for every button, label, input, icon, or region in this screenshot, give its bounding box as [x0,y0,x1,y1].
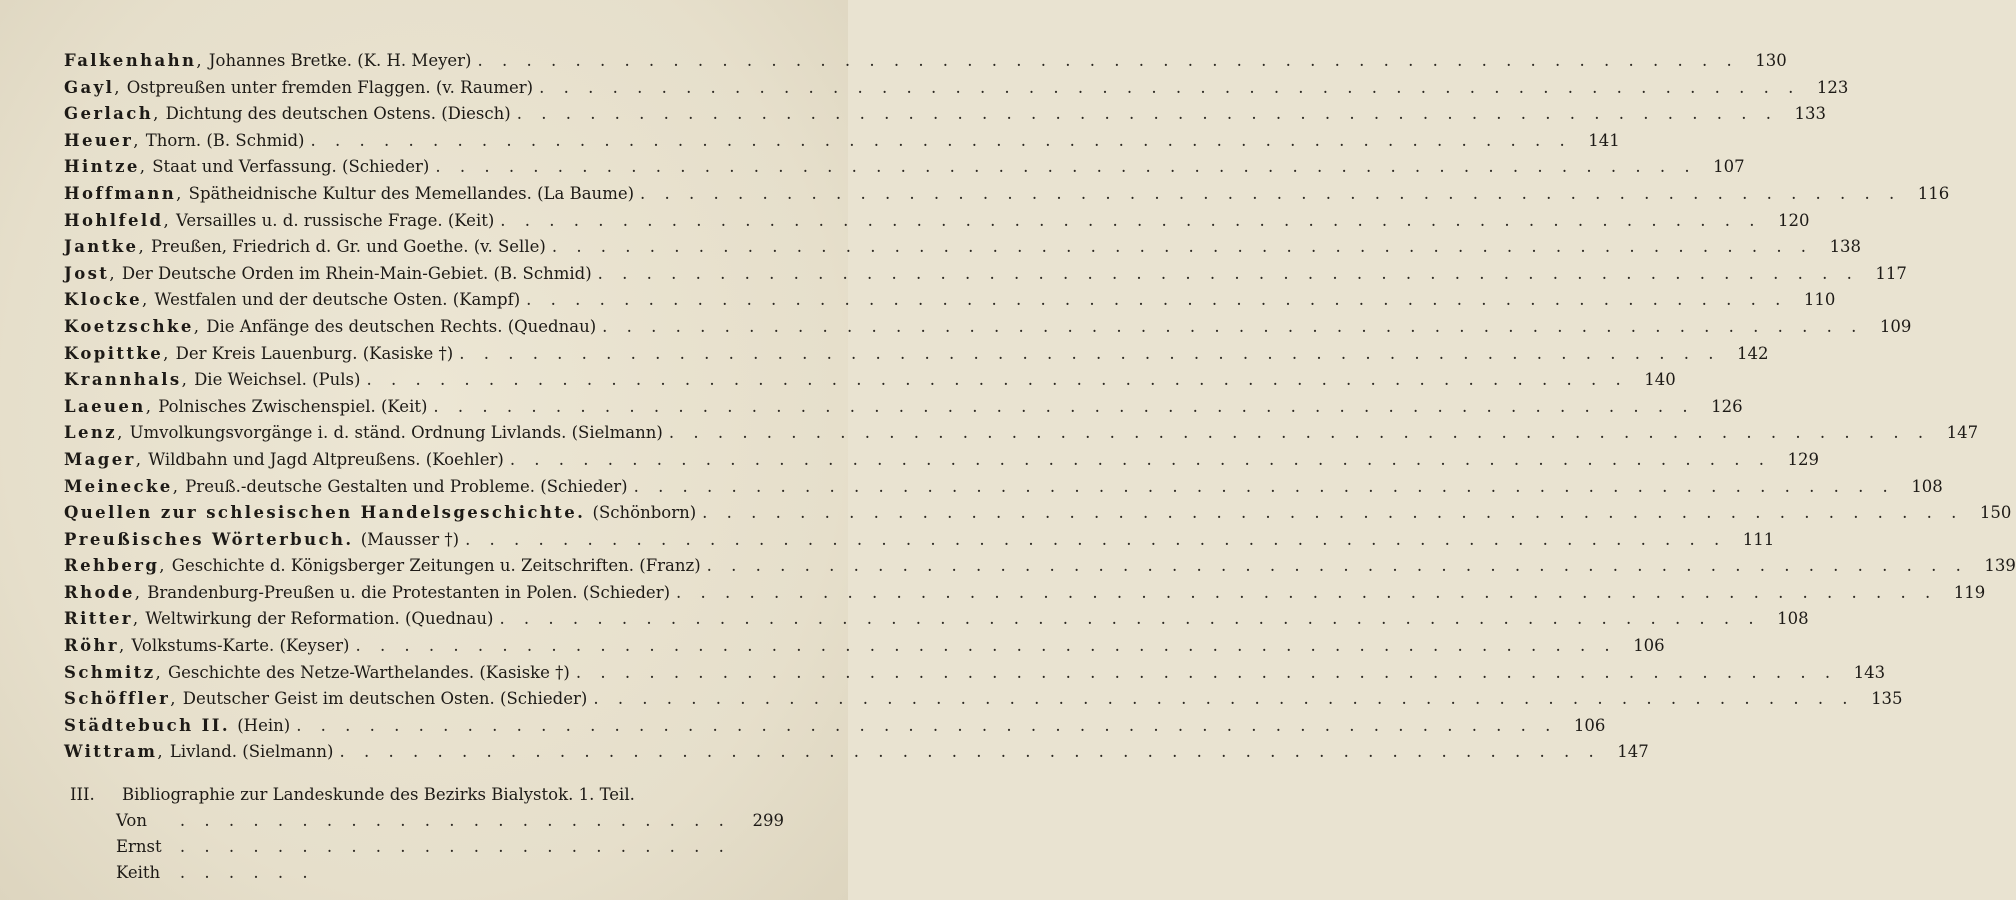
entry-page: 110 [1803,290,1836,310]
dot-leader [593,686,1854,713]
entry-title: Spätheidnische Kultur des Memellandes. (La Baume) [188,183,635,203]
entry-author: Jantke [64,237,139,257]
entry-page: 140 [1644,370,1676,390]
entry-separator: , [117,423,128,443]
entry-author: Laeuen [64,396,146,416]
entry-page: 116 [1917,183,1950,203]
dot-leader [526,287,1787,314]
entry-separator: , [163,210,174,230]
entry-author: Mager [64,449,136,469]
entry-title: Thorn. (B. Schmid) [145,130,305,150]
entry-page: 129 [1787,449,1820,469]
entry-page: 135 [1871,689,1903,709]
entry-title: (Hein) [237,715,291,735]
entry-page: 150 [1979,503,2012,523]
entry-author: Röhr [64,636,120,656]
entry-title: (Schönborn) [592,503,697,523]
entry-title: Der Deutsche Orden im Rhein-Main-Gebiet. (B. Schmid) [121,263,592,283]
entry-title: Umvolkungsvorgänge i. d. ständ. Ordnung Livlands. (Sielmann) [129,423,663,443]
index-entry [64,394,1743,421]
review-index [64,48,2016,766]
section-numeral: III. [70,785,95,804]
entry-separator: , [181,370,193,390]
index-entry [64,48,1787,75]
entry-page: 147 [1946,423,1979,443]
entry-author: Hohlfeld [64,210,164,230]
dot-leader [500,208,1761,235]
index-entry [64,101,1826,128]
entry-title: (Mausser †) [360,529,460,549]
entry-separator: , [176,183,187,203]
entry-author: Rehberg [64,556,160,576]
index-entry [64,261,1907,288]
entry-page: 139 [1984,556,2016,576]
index-entry [64,713,1606,740]
index-entry [64,553,2016,580]
dot-leader [634,474,1895,501]
entry-author: Meinecke [64,476,173,496]
entry-author: Falkenhahn [64,51,197,70]
dot-leader [676,580,1937,607]
entry-page: 143 [1853,662,1886,682]
entry-author: Rhode [64,582,135,602]
index-entry [64,580,1986,607]
dot-leader [180,808,736,886]
dot-leader [598,261,1859,288]
index-entry [64,234,1862,261]
entry-page: 117 [1875,263,1907,283]
entry-author: Kopittke [64,343,164,363]
entry-page: 138 [1829,237,1862,257]
entry-title: Geschichte d. Königsberger Zeitungen u. Zeitschriften. (Franz) [171,556,701,576]
entry-page: 141 [1588,130,1620,150]
entry-separator: , [142,290,153,310]
entry-title: Geschichte des Netze-Warthelandes. (Kasiske †) [167,662,570,682]
entry-page: 119 [1953,582,1986,602]
entry-separator: , [134,582,146,602]
entry-author: Ritter [64,609,133,629]
dot-leader [366,367,1627,394]
index-entry [64,314,1912,341]
entry-title: Ostpreußen unter fremden Flaggen. (v. Raumer) [126,77,534,97]
section-title: Bibliographie zur Landeskunde des Bezirks Bialystok. [122,785,574,804]
dot-leader [702,500,1963,527]
dot-leader [296,713,1557,740]
section-author: Von Ernst Keith [116,811,162,882]
dot-leader [510,447,1771,474]
entry-author: Gerlach [64,104,154,124]
entry-title: Der Kreis Lauenburg. (Kasiske †) [175,343,454,363]
section-bibliography [64,782,784,882]
entry-title: Brandenburg-Preußen u. die Protestanten in Polen. (Schieder) [147,582,671,602]
entry-title: Weltwirkung der Reformation. (Quednau) [145,609,494,629]
entry-author: Jost [64,263,110,283]
section-heading-line [64,782,784,808]
entry-title: Versailles u. d. russische Frage. (Keit) [175,210,495,230]
entry-separator: , [196,51,207,70]
index-entry [64,420,1979,447]
entry-separator: , [193,316,205,336]
entry-separator: , [139,157,151,177]
dot-leader [311,128,1572,155]
entry-author: Hintze [64,157,140,177]
entry-title: Preußen, Friedrich d. Gr. und Goethe. (v. Selle) [150,237,546,257]
entry-page: 106 [1633,636,1665,656]
entry-page: 106 [1573,715,1606,735]
entry-author: Gayl [64,77,115,97]
index-entry [64,75,1849,102]
dot-leader [517,101,1778,128]
entry-separator: , [170,689,181,709]
dot-leader [669,420,1930,447]
entry-separator: , [155,662,166,682]
entry-author: Schmitz [64,662,156,682]
dot-leader [640,181,1901,208]
index-entry [64,606,1809,633]
entry-author: Preußisches Wörterbuch. [64,529,354,549]
entry-separator: , [172,476,184,496]
entry-author: Wittram [64,742,158,762]
index-entry [64,633,1665,660]
index-entry [64,500,2012,527]
index-entry [64,367,1676,394]
entry-separator: , [132,609,144,629]
dot-leader [459,341,1720,368]
dot-leader [465,527,1726,554]
index-entry [64,181,1950,208]
entry-title: Polnisches Zwischenspiel. (Keit) [158,396,428,416]
dot-leader [499,606,1760,633]
entry-author: Schöffler [64,689,171,709]
entry-author: Hoffmann [64,183,177,203]
entry-author: Heuer [64,130,134,150]
entry-separator: , [153,104,164,124]
dot-leader [478,48,1739,75]
index-entry [64,128,1620,155]
entry-title: Die Anfänge des deutschen Rechts. (Quednau) [206,316,597,336]
entry-separator: , [159,556,170,576]
entry-author: Koetzschke [64,316,194,336]
section-page: 299 [752,811,784,830]
dot-leader [433,394,1694,421]
entry-page: 133 [1794,104,1826,124]
section-author-line [64,808,784,882]
entry-author: Krannhals [64,370,182,390]
entry-separator: , [109,263,120,283]
entry-separator: , [135,449,147,469]
entry-page: 108 [1911,476,1943,496]
index-entry [64,287,1836,314]
index-entry [64,474,1943,501]
entry-page: 120 [1778,210,1810,230]
entry-separator: , [133,130,144,150]
entry-separator: , [138,237,149,257]
entry-separator: , [119,636,130,656]
entry-author: Quellen zur schlesischen Handelsgeschichte. [64,503,586,523]
index-entry [64,447,1820,474]
dot-leader [435,154,1696,181]
entry-separator: , [114,77,125,97]
index-entry [64,341,1769,368]
dot-leader [707,553,1968,580]
index-entry [64,739,1649,766]
entry-author: Lenz [64,423,118,443]
dot-leader [552,234,1813,261]
entry-title: Livland. (Sielmann) [169,742,334,762]
index-entry [64,660,1886,687]
entry-page: 108 [1777,609,1809,629]
entry-title: Deutscher Geist im deutschen Osten. (Schieder) [182,689,588,709]
entry-page: 111 [1742,529,1775,549]
dot-leader [539,75,1800,102]
entry-title: Volkstums-Karte. (Keyser) [131,636,350,656]
entry-page: 130 [1755,51,1787,70]
entry-page: 109 [1879,316,1912,336]
entry-title: Die Weichsel. (Puls) [194,370,361,390]
entry-separator: , [145,396,157,416]
index-entry [64,686,1903,713]
entry-author: Städtebuch II. [64,715,230,735]
entry-page: 107 [1713,157,1745,177]
entry-title: Johannes Bretke. (K. H. Meyer) [208,51,472,70]
index-entry [64,527,1775,554]
entry-title: Wildbahn und Jagd Altpreußens. (Koehler) [148,449,504,469]
index-entry [64,208,1810,235]
dot-leader [602,314,1863,341]
entry-page: 123 [1816,77,1849,97]
entry-title: Staat und Verfassung. (Schieder) [152,157,430,177]
entry-page: 142 [1736,343,1769,363]
entry-separator: , [163,343,174,363]
dot-leader [355,633,1616,660]
entry-title: Westfalen und der deutsche Osten. (Kampf) [154,290,521,310]
entry-title: Preuß.-deutsche Gestalten und Probleme. (Schieder) [185,476,628,496]
dot-leader [340,739,1601,766]
dot-leader [576,660,1837,687]
entry-author: Klocke [64,290,142,310]
entry-page: 126 [1711,396,1743,416]
entry-title: Dichtung des deutschen Ostens. (Diesch) [165,104,511,124]
entry-page: 147 [1617,742,1649,762]
index-entry [64,154,1745,181]
entry-separator: , [157,742,168,762]
section-part: 1. Teil. [578,785,635,804]
